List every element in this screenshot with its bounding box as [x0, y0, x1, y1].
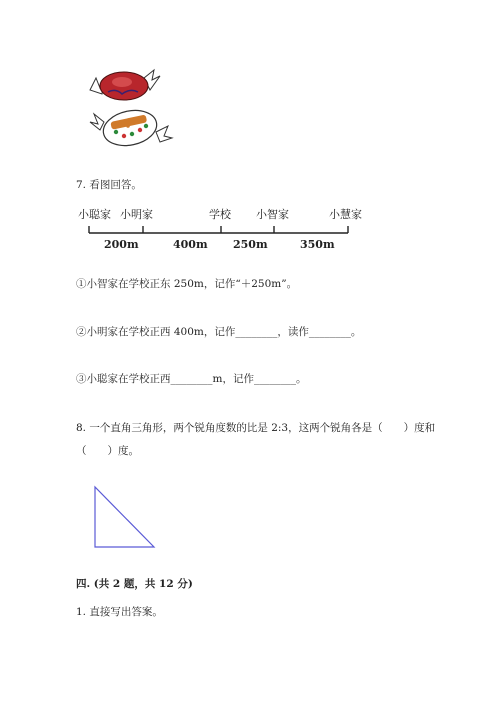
candy-illustration	[86, 64, 176, 156]
number-line	[76, 208, 376, 256]
q8-line-1: 8. 一个直角三角形，两个锐角度数的比是 2:3，这两个锐角各是（ ）度和	[76, 422, 436, 434]
distance-label: 200m	[104, 238, 139, 251]
q7-item-1: ①小智家在学校正东 250m，记作“＋250m”。	[76, 278, 298, 290]
place-label: 小明家	[120, 208, 153, 221]
candy-drawing	[86, 64, 176, 156]
place-label: 小智家	[256, 208, 289, 221]
distance-label: 250m	[233, 238, 268, 251]
q7-item-3: ③小聪家在学校正西________m，记作________。	[76, 373, 307, 385]
place-label: 小慧家	[329, 208, 362, 221]
q7-heading: 7. 看图回答。	[76, 179, 142, 191]
right-triangle-figure	[90, 484, 160, 550]
right-triangle	[90, 484, 160, 550]
distance-label: 400m	[173, 238, 208, 251]
place-label: 小聪家	[78, 208, 111, 221]
q7-item-2: ②小明家在学校正西 400m，记作________，读作________。	[76, 326, 362, 338]
place-label: 学校	[209, 208, 231, 221]
number-line-axis	[76, 224, 376, 238]
section-4-question-1: 1. 直接写出答案。	[76, 606, 163, 618]
q8-line-2: （ ）度。	[76, 445, 139, 457]
section-4-title: 四. (共 2 题，共 12 分)	[76, 578, 193, 590]
distance-label: 350m	[300, 238, 335, 251]
